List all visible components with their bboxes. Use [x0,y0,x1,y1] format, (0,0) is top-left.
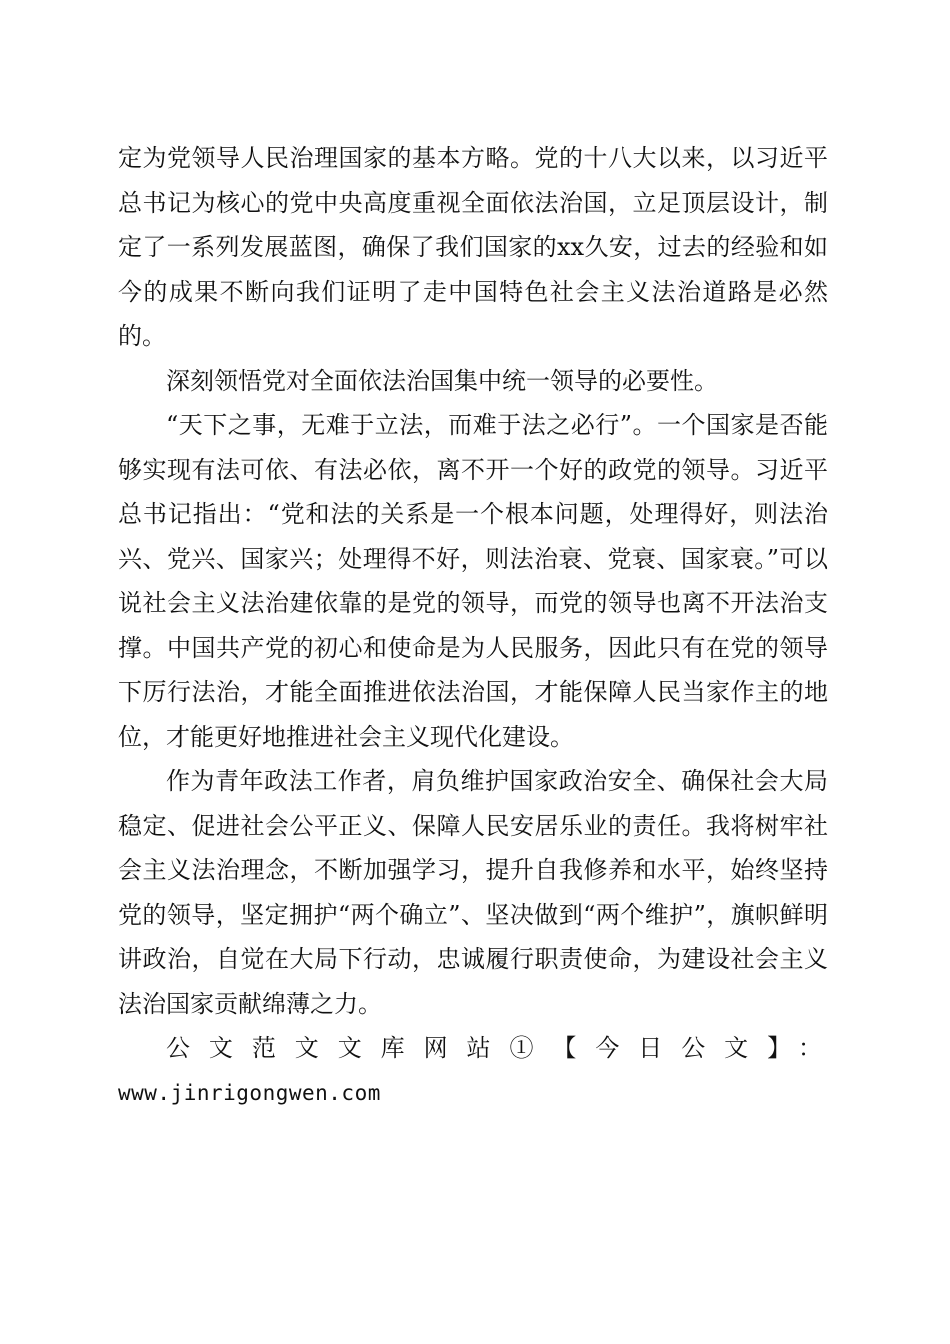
source-footer-text: 公文范文文库网站①【今日公文】： [166,1034,828,1062]
paragraph-body: “天下之事，无难于立法，而难于法之必行”。一个国家是否能够实现有法可依、有法必依，离不开一个好的政党的领导。习近平总书记指出：“党和法的关系是一个根本问题，处理得好，则法治兴、党兴、国家兴；处理得不好，则法治衰、党衰、国家衰。”可以说社会主义法治建依靠的是党的领导，而党的领导也离不开法治支撑。中国共产党的初心和使命是为人民服务，因此只有在党的领导下厉行法治，才能全面推进依法治国，才能保障人民当家作主的地位，才能更好地推进社会主义现代化建设。 [118,411,828,751]
paragraph-continuation: 定为党领导人民治理国家的基本方略。党的十八大以来，以习近平总书记为核心的党中央高度重视全面依法治国，立足顶层设计，制定了一系列发展蓝图，确保了我们国家的xx久安，过去的经验和如今的成果不断向我们证明了走中国特色社会主义法治道路是必然的。 [118,144,828,350]
source-url: www.jinrigongwen.com [118,1080,381,1105]
paragraph-heading: 深刻领悟党对全面依法治国集中统一领导的必要性。 [166,366,718,395]
paragraph-body: 作为青年政法工作者，肩负维护国家政治安全、确保社会大局稳定、促进社会公平正义、保障人民安居乐业的责任。我将树牢社会主义法治理念，不断加强学习，提升自我修养和水平，始终坚持党的领导，坚定拥护“两个确立”、坚决做到“两个维护”，旗帜鲜明讲政治，自觉在大局下行动，忠诚履行职责使命，为建设社会主义法治国家贡献绵薄之力。 [118,767,828,1018]
document-page [118,136,828,1115]
